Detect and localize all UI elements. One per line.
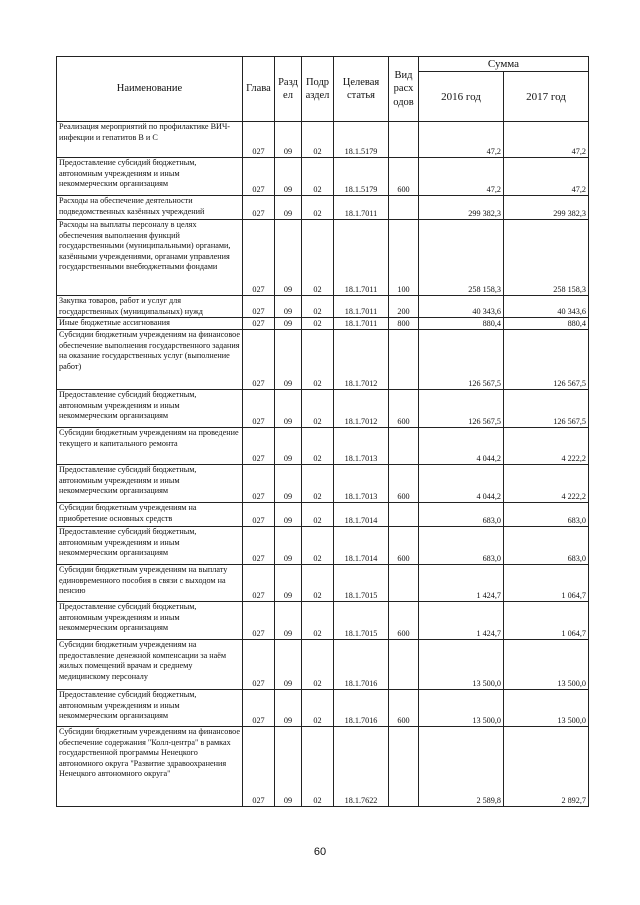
table-body — [57, 122, 589, 807]
row-kind-cell — [389, 196, 419, 220]
row-2016-cell: 40 343,6 — [419, 296, 504, 318]
row-podrazdel-cell: 02 — [302, 602, 334, 640]
row-glava-cell: 027 — [243, 602, 275, 640]
row-razdel-cell: 09 — [275, 428, 302, 465]
row-2017-cell: 299 382,3 — [504, 196, 589, 220]
row-glava-cell: 027 — [243, 527, 275, 565]
row-2016-cell: 683,0 — [419, 503, 504, 527]
row-kind-cell: 600 — [389, 527, 419, 565]
row-name-cell: Субсидии бюджетным учреждениям на проведение текущего и капитального ремонта — [57, 428, 243, 465]
row-razdel-cell: 09 — [275, 690, 302, 727]
row-kind-cell: 200 — [389, 296, 419, 318]
row-target-cell: 18.1.7016 — [334, 640, 389, 690]
row-2016-cell: 1 424,7 — [419, 565, 504, 602]
row-name-cell: Предоставление субсидий бюджетным, автономным учреждениям и иным некоммерческим организациям — [57, 527, 243, 565]
row-glava-cell: 027 — [243, 727, 275, 807]
row-podrazdel-cell: 02 — [302, 390, 334, 428]
row-2017-cell: 4 222,2 — [504, 465, 589, 503]
row-2016-cell: 2 589,8 — [419, 727, 504, 807]
row-2017-cell: 1 064,7 — [504, 565, 589, 602]
row-kind-cell: 100 — [389, 220, 419, 296]
row-2017-cell: 126 567,5 — [504, 390, 589, 428]
row-kind-cell — [389, 428, 419, 465]
row-kind-cell: 600 — [389, 390, 419, 428]
row-podrazdel-cell: 02 — [302, 158, 334, 196]
row-glava-cell: 027 — [243, 503, 275, 527]
row-name-cell: Предоставление субсидий бюджетным, автономным учреждениям и иным некоммерческим организациям — [57, 390, 243, 428]
row-razdel-cell: 09 — [275, 390, 302, 428]
table-row — [57, 465, 589, 503]
table-row — [57, 296, 589, 318]
row-name-cell: Расходы на обеспечение деятельности подведомственных казённых учреждений — [57, 196, 243, 220]
row-glava-cell: 027 — [243, 465, 275, 503]
row-razdel-cell: 09 — [275, 296, 302, 318]
row-podrazdel-cell: 02 — [302, 690, 334, 727]
row-name-cell: Предоставление субсидий бюджетным, автономным учреждениям и иным некоммерческим организациям — [57, 602, 243, 640]
row-razdel-cell: 09 — [275, 527, 302, 565]
row-2017-cell: 47,2 — [504, 122, 589, 158]
row-2016-cell: 126 567,5 — [419, 390, 504, 428]
row-glava-cell: 027 — [243, 428, 275, 465]
row-glava-cell: 027 — [243, 122, 275, 158]
row-2016-cell: 683,0 — [419, 527, 504, 565]
row-razdel-cell: 09 — [275, 465, 302, 503]
col-header-2016: 2016 год — [419, 72, 504, 122]
row-2016-cell: 4 044,2 — [419, 428, 504, 465]
row-glava-cell: 027 — [243, 640, 275, 690]
budget-table — [56, 56, 589, 807]
row-target-cell: 18.1.7014 — [334, 503, 389, 527]
row-2016-cell: 47,2 — [419, 122, 504, 158]
row-target-cell: 18.1.5179 — [334, 158, 389, 196]
row-podrazdel-cell: 02 — [302, 122, 334, 158]
table-row — [57, 220, 589, 296]
row-2017-cell: 258 158,3 — [504, 220, 589, 296]
table-row — [57, 330, 589, 390]
row-glava-cell: 027 — [243, 330, 275, 390]
row-podrazdel-cell: 02 — [302, 330, 334, 390]
row-name-cell: Субсидии бюджетным учреждениям на финансовое обеспечение содержания "Колл-центра" в рамках государственной программы Ненецкого автономного округа "Развитие здравоохранения Ненецкого автономного округа" — [57, 727, 243, 807]
row-2017-cell: 13 500,0 — [504, 690, 589, 727]
row-2017-cell: 1 064,7 — [504, 602, 589, 640]
col-header-sum: Сумма — [419, 57, 589, 72]
row-name-cell: Предоставление субсидий бюджетным, автономным учреждениям и иным некоммерческим организациям — [57, 158, 243, 196]
row-kind-cell: 800 — [389, 318, 419, 330]
row-kind-cell: 600 — [389, 690, 419, 727]
row-2017-cell: 47,2 — [504, 158, 589, 196]
row-razdel-cell: 09 — [275, 318, 302, 330]
row-razdel-cell: 09 — [275, 196, 302, 220]
table-row — [57, 318, 589, 330]
row-podrazdel-cell: 02 — [302, 640, 334, 690]
row-name-cell: Расходы на выплаты персоналу в целях обеспечения выполнения функций государственными (муниципальными) органами, казёнными учреждениями, органами управления государственными внебюджетными фондами — [57, 220, 243, 296]
col-header-name: Наименование — [57, 57, 243, 122]
table-row — [57, 122, 589, 158]
table-row — [57, 390, 589, 428]
row-kind-cell: 600 — [389, 465, 419, 503]
row-target-cell: 18.1.7011 — [334, 318, 389, 330]
row-2017-cell: 13 500,0 — [504, 640, 589, 690]
row-kind-cell: 600 — [389, 158, 419, 196]
row-target-cell: 18.1.7015 — [334, 602, 389, 640]
row-target-cell: 18.1.7013 — [334, 428, 389, 465]
row-target-cell: 18.1.7014 — [334, 527, 389, 565]
row-podrazdel-cell: 02 — [302, 527, 334, 565]
row-target-cell: 18.1.7012 — [334, 390, 389, 428]
row-name-cell: Предоставление субсидий бюджетным, автономным учреждениям и иным некоммерческим организациям — [57, 690, 243, 727]
col-header-glava: Глава — [243, 57, 275, 122]
row-razdel-cell: 09 — [275, 330, 302, 390]
row-podrazdel-cell: 02 — [302, 220, 334, 296]
row-name-cell: Закупка товаров, работ и услуг для государственных (муниципальных) нужд — [57, 296, 243, 318]
row-glava-cell: 027 — [243, 196, 275, 220]
row-2016-cell: 299 382,3 — [419, 196, 504, 220]
row-kind-cell — [389, 122, 419, 158]
row-2016-cell: 4 044,2 — [419, 465, 504, 503]
row-2017-cell: 2 892,7 — [504, 727, 589, 807]
row-kind-cell — [389, 330, 419, 390]
table-row — [57, 640, 589, 690]
row-podrazdel-cell: 02 — [302, 428, 334, 465]
row-target-cell: 18.1.5179 — [334, 122, 389, 158]
table-row — [57, 727, 589, 807]
row-podrazdel-cell: 02 — [302, 318, 334, 330]
page-number: 60 — [313, 846, 327, 858]
row-2016-cell: 47,2 — [419, 158, 504, 196]
row-2016-cell: 13 500,0 — [419, 690, 504, 727]
col-header-razdel: Разд ел — [275, 57, 302, 122]
row-razdel-cell: 09 — [275, 220, 302, 296]
col-header-2017: 2017 год — [504, 72, 589, 122]
col-header-kind: Вид расх одов — [389, 57, 419, 122]
table-row — [57, 196, 589, 220]
table-row — [57, 158, 589, 196]
row-glava-cell: 027 — [243, 390, 275, 428]
row-name-cell: Субсидии бюджетным учреждениям на предоставление денежной компенсации за наём жилых помещений врачам и среднему медицинскому персоналу — [57, 640, 243, 690]
table-row — [57, 503, 589, 527]
row-razdel-cell: 09 — [275, 565, 302, 602]
row-glava-cell: 027 — [243, 318, 275, 330]
row-2017-cell: 683,0 — [504, 503, 589, 527]
row-name-cell: Субсидии бюджетным учреждениям на выплату единовременного пособия в связи с выходом на пенсию — [57, 565, 243, 602]
table-row — [57, 428, 589, 465]
row-2017-cell: 683,0 — [504, 527, 589, 565]
row-2016-cell: 1 424,7 — [419, 602, 504, 640]
row-kind-cell — [389, 640, 419, 690]
row-glava-cell: 027 — [243, 690, 275, 727]
row-razdel-cell: 09 — [275, 727, 302, 807]
row-target-cell: 18.1.7015 — [334, 565, 389, 602]
col-header-podrazdel: Подр аздел — [302, 57, 334, 122]
row-name-cell: Иные бюджетные ассигнования — [57, 318, 243, 330]
row-2017-cell: 126 567,5 — [504, 330, 589, 390]
row-glava-cell: 027 — [243, 565, 275, 602]
row-kind-cell — [389, 727, 419, 807]
row-kind-cell — [389, 565, 419, 602]
row-target-cell: 18.1.7011 — [334, 220, 389, 296]
row-2016-cell: 13 500,0 — [419, 640, 504, 690]
row-razdel-cell: 09 — [275, 158, 302, 196]
row-2017-cell: 4 222,2 — [504, 428, 589, 465]
row-name-cell: Предоставление субсидий бюджетным, автономным учреждениям и иным некоммерческим организациям — [57, 465, 243, 503]
row-target-cell: 18.1.7013 — [334, 465, 389, 503]
col-header-target: Целевая статья — [334, 57, 389, 122]
row-2016-cell: 880,4 — [419, 318, 504, 330]
table-row — [57, 565, 589, 602]
row-glava-cell: 027 — [243, 158, 275, 196]
row-podrazdel-cell: 02 — [302, 196, 334, 220]
row-target-cell: 18.1.7011 — [334, 296, 389, 318]
row-razdel-cell: 09 — [275, 602, 302, 640]
row-name-cell: Реализация мероприятий по профилактике ВИЧ-инфекции и гепатитов В и С — [57, 122, 243, 158]
row-target-cell: 18.1.7011 — [334, 196, 389, 220]
row-kind-cell: 600 — [389, 602, 419, 640]
row-2017-cell: 880,4 — [504, 318, 589, 330]
row-podrazdel-cell: 02 — [302, 565, 334, 602]
row-target-cell: 18.1.7016 — [334, 690, 389, 727]
row-razdel-cell: 09 — [275, 503, 302, 527]
row-2016-cell: 258 158,3 — [419, 220, 504, 296]
table-row — [57, 690, 589, 727]
row-name-cell: Субсидии бюджетным учреждениям на финансовое обеспечение выполнения государственного задания на оказание государственных услуг (выполнение работ) — [57, 330, 243, 390]
row-glava-cell: 027 — [243, 296, 275, 318]
table-row — [57, 602, 589, 640]
row-2016-cell: 126 567,5 — [419, 330, 504, 390]
row-razdel-cell: 09 — [275, 640, 302, 690]
row-podrazdel-cell: 02 — [302, 465, 334, 503]
table-row — [57, 527, 589, 565]
row-kind-cell — [389, 503, 419, 527]
header-row-sum — [57, 57, 589, 72]
row-name-cell: Субсидии бюджетным учреждениям на приобретение основных средств — [57, 503, 243, 527]
row-podrazdel-cell: 02 — [302, 503, 334, 527]
row-glava-cell: 027 — [243, 220, 275, 296]
row-podrazdel-cell: 02 — [302, 727, 334, 807]
row-razdel-cell: 09 — [275, 122, 302, 158]
row-2017-cell: 40 343,6 — [504, 296, 589, 318]
row-target-cell: 18.1.7012 — [334, 330, 389, 390]
row-target-cell: 18.1.7622 — [334, 727, 389, 807]
row-podrazdel-cell: 02 — [302, 296, 334, 318]
